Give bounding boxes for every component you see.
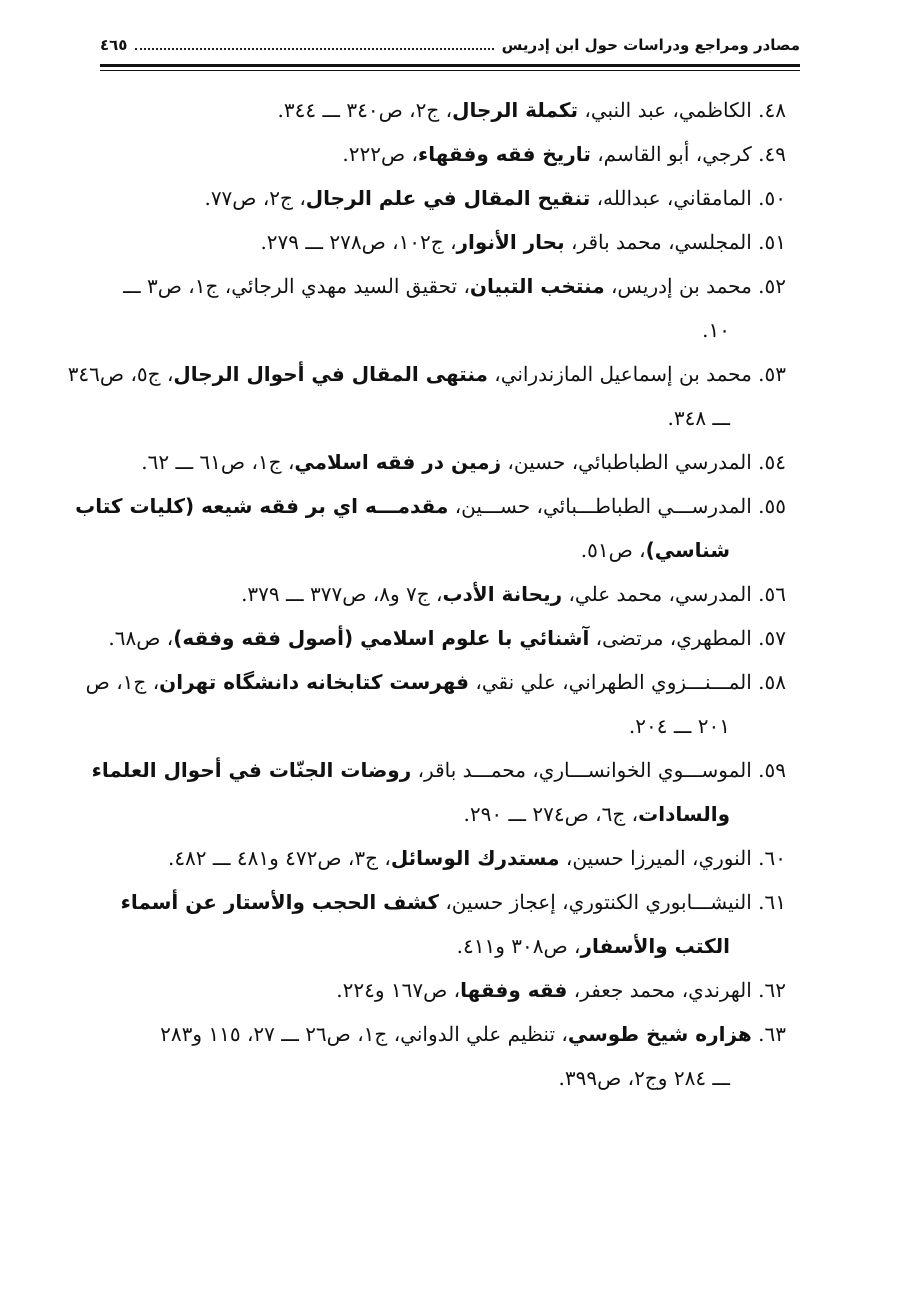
- reference-text: ، ج٦، ص٢٧٤ ـــ ٢٩٠.: [463, 802, 639, 826]
- header-rule-thin: [100, 70, 800, 71]
- reference-line: [98, 968, 786, 1012]
- reference-text: ٤٨. الكاظمي، عبد النبي،: [578, 98, 786, 122]
- reference-title-bold: آشنائي با علوم اسلامي (أصول فقه وفقه): [173, 626, 590, 650]
- running-header: [100, 26, 800, 64]
- reference-text: ٢٠١ ـــ ٢٠٤.: [628, 714, 730, 738]
- reference-text: ـــ ٢٨٤ وج٢، ص٣٩٩.: [558, 1066, 730, 1090]
- reference-text: ٥٥. المدرســـي الطباطـــبائي، حســـين،: [448, 494, 786, 518]
- reference-entry: [98, 264, 786, 352]
- reference-title-bold: روضات الجنّات في أحوال العلماء: [91, 758, 412, 782]
- reference-text: ـــ ٣٤٨.: [667, 406, 730, 430]
- reference-text: ، تنظيم علي الدواني، ج١، ص٢٦ ـــ ٢٧، ١١٥ و٢٨٣: [160, 1022, 568, 1046]
- reference-entry: [98, 176, 786, 220]
- reference-line: [98, 88, 786, 132]
- reference-text: ، ج١، ص٦١ ـــ ٦٢.: [141, 450, 295, 474]
- reference-line: [98, 528, 786, 572]
- reference-title-bold: مقدمـــه اي بر فقه شيعه (كليات كتاب: [75, 494, 449, 518]
- running-title: مصادر ومراجع ودراسات حول ابن إدريس: [501, 36, 800, 54]
- reference-title-bold: كشف الحجب والأستار عن أسماء: [120, 890, 439, 914]
- reference-title-bold: هزاره شيخ طوسي: [567, 1022, 752, 1046]
- references-list: [67, 88, 786, 1100]
- reference-text: ، ج١، ص: [85, 670, 160, 694]
- reference-title-bold: تنقيح المقال في علم الرجال: [305, 186, 591, 210]
- reference-title-bold: مستدرك الوسائل: [390, 846, 560, 870]
- reference-text: ٦١. النيشـــابوري الكنتوري، إعجاز حسين،: [438, 890, 786, 914]
- reference-text: ، ج١٠٢، ص٢٧٨ ـــ ٢٧٩.: [260, 230, 457, 254]
- reference-line: [98, 264, 786, 308]
- reference-text: ٥٧. المطهري، مرتضى،: [589, 626, 786, 650]
- reference-line: [98, 176, 786, 220]
- reference-text: ، ص١٦٧ و٢٢٤.: [336, 978, 461, 1002]
- reference-entry: [75, 484, 786, 572]
- reference-text: ، ج٢، ص٣٤٠ ـــ ٣٤٤.: [277, 98, 453, 122]
- reference-line: [98, 308, 786, 352]
- reference-line: [75, 484, 786, 528]
- page-number: ٤٦٥: [100, 36, 128, 54]
- reference-text: ، ج٥، ص٣٤٦: [67, 362, 174, 386]
- reference-line: [98, 836, 786, 880]
- reference-text: ، ص٣٠٨ و٤١١.: [456, 934, 581, 958]
- reference-entry: [98, 220, 786, 264]
- reference-title-bold: شناسي): [645, 538, 730, 562]
- reference-line: [98, 880, 786, 924]
- reference-entry: [67, 352, 786, 440]
- reference-line: [98, 704, 786, 748]
- reference-title-bold: ريحانة الأدب: [442, 582, 563, 606]
- reference-entry: [98, 88, 786, 132]
- reference-text: ٥٤. المدرسي الطباطبائي، حسين،: [501, 450, 786, 474]
- reference-text: ، ص٦٨.: [108, 626, 174, 650]
- reference-line: [98, 572, 786, 616]
- reference-text: ٥١. المجلسي، محمد باقر،: [564, 230, 786, 254]
- reference-entry: [98, 836, 786, 880]
- reference-line: [98, 132, 786, 176]
- reference-entry: [98, 880, 786, 968]
- reference-entry: [98, 968, 786, 1012]
- reference-text: ، ج٢، ص٧٧.: [204, 186, 306, 210]
- reference-entry: [98, 132, 786, 176]
- reference-line: [98, 220, 786, 264]
- reference-title-bold: بحار الأنوار: [456, 230, 565, 254]
- reference-title-bold: فقه وفقها: [460, 978, 568, 1002]
- reference-line: [98, 1012, 786, 1056]
- reference-entry: [98, 572, 786, 616]
- reference-line: [98, 792, 786, 836]
- reference-line: [98, 396, 786, 440]
- reference-text: ٥٢. محمد بن إدريس،: [604, 274, 786, 298]
- reference-line: [98, 924, 786, 968]
- reference-line: [91, 748, 786, 792]
- reference-title-bold: تاريخ فقه وفقهاء: [417, 142, 591, 166]
- reference-text: ، ص٢٢٢.: [342, 142, 418, 166]
- reference-title-bold: زمين در فقه اسلامي: [294, 450, 502, 474]
- reference-entry: [98, 1012, 786, 1100]
- reference-title-bold: تكملة الرجال: [452, 98, 579, 122]
- reference-text: ٥٠. المامقاني، عبدالله،: [590, 186, 786, 210]
- reference-title-bold: منتخب التبيان: [469, 274, 605, 298]
- reference-text: ٥٨. المـــنـــزوي الطهراني، علي نقي،: [469, 670, 786, 694]
- reference-line: [98, 1056, 786, 1100]
- reference-text: ٦٠. النوري، الميرزا حسين،: [559, 846, 786, 870]
- reference-entry: [85, 660, 786, 748]
- header-rule-thick: [100, 64, 800, 67]
- reference-text: ٥٣. محمد بن إسماعيل المازندراني،: [487, 362, 786, 386]
- reference-line: [85, 660, 786, 704]
- reference-title-bold: منتهى المقال في أحوال الرجال: [173, 362, 488, 386]
- reference-text: ٦٢. الهرندي، محمد جعفر،: [567, 978, 786, 1002]
- reference-line: [98, 616, 786, 660]
- reference-text: ، ج٧ و٨، ص٣٧٧ ـــ ٣٧٩.: [241, 582, 443, 606]
- reference-title-bold: فهرست كتابخانه دانشگاه تهران: [159, 670, 470, 694]
- reference-text: ٥٩. الموســـوي الخوانســـاري، محمـــد باقر،: [411, 758, 786, 782]
- reference-title-bold: الكتب والأسفار: [580, 934, 730, 958]
- reference-line: [98, 440, 786, 484]
- reference-line: [67, 352, 786, 396]
- reference-entry: [98, 440, 786, 484]
- reference-text: ٥٦. المدرسي، محمد علي،: [562, 582, 786, 606]
- reference-entry: [98, 616, 786, 660]
- reference-text: ، تحقيق السيد مهدي الرجائي، ج١، ص٣ ـــ: [123, 274, 470, 298]
- dotted-leader: [135, 48, 493, 50]
- reference-entry: [91, 748, 786, 836]
- reference-text: ٤٩. كرجي، أبو القاسم،: [590, 142, 786, 166]
- reference-title-bold: والسادات: [638, 802, 730, 826]
- reference-text: ١٠.: [702, 318, 730, 342]
- reference-text: ، ج٣، ص٤٧٢ و٤٨١ ـــ ٤٨٢.: [167, 846, 391, 870]
- reference-text: ، ص٥١.: [580, 538, 646, 562]
- reference-text: ٦٣.: [751, 1022, 786, 1046]
